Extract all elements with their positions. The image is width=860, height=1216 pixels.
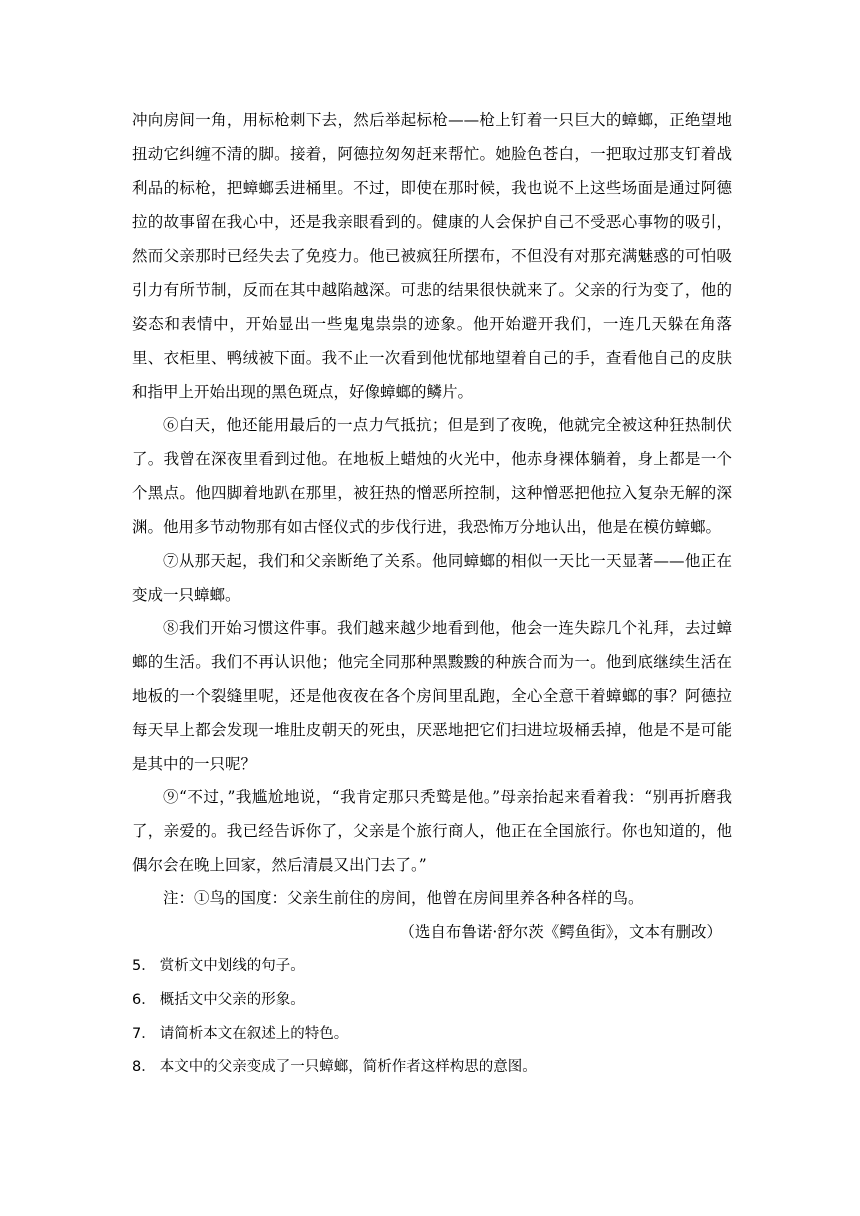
footnote: 注：①鸟的国度：父亲生前住的房间，他曾在房间里养各种各样的鸟。: [163, 889, 644, 907]
passage-paragraph-6: ⑥白天，他还能用最后的一点力气抵抗；但是到了夜晚，他就完全被这种狂热制伏了。我曾在深夜里看到过他。在地板上蜡烛的火光中，他赤身裸体躺着，身上都是一个个黑点。他四脚着地趴在那里，被狂热的憎恶所控制，这种憎恶把他拉入复杂无解的深渊。他用多节动物那有如古怪仪式的步伐行进，我恐怖万分地认出，他是在模仿蟑螂。: [132, 416, 732, 536]
question-text: 赏析文中划线的句子。: [159, 958, 305, 974]
question-text: 请简析本文在叙述上的特色。: [159, 1026, 349, 1042]
question-number: 8．: [132, 1059, 156, 1075]
question-number: 7．: [132, 1026, 156, 1042]
question-text: 本文中的父亲变成了一只蟑螂，简析作者这样构思的意图。: [159, 1059, 537, 1075]
passage-paragraph-8: ⑧我们开始习惯这件事。我们越来越少地看到他，他会一连失踪几个礼拜，去过蟑螂的生活。我们不再认识他；他完全同那种黑黢黢的种族合而为一。他到底继续生活在地板的一个裂缝里呢，还是他夜夜在各个房间里乱跑，全心全意干着蟑螂的事？阿德拉每天早上都会发现一堆肚皮朝天的死虫，厌恶地把它们扫进垃圾桶丢掉，他是不是可能是其中的一只呢？: [132, 619, 732, 773]
source-citation: （选自布鲁诺·舒尔茨《鳄鱼街》，文本有删改）: [399, 923, 722, 941]
question-text: 概括文中父亲的形象。: [159, 992, 305, 1008]
passage-paragraph-continuation: 冲向房间一角，用标枪刺下去，然后举起标枪——枪上钉着一只巨大的蟑螂，正绝望地扭动它纠缠不清的脚。接着，阿德拉匆匆赶来帮忙。她脸色苍白，一把取过那支钉着战利品的标枪，把蟑螂丢进桶里。不过，即使在那时候，我也说不上这些场面是通过阿德拉的故事留在我心中，还是我亲眼看到的。健康的人会保护自己不受恶心事物的吸引，然而父亲那时已经失去了免疫力。他已被疯狂所摆布，不但没有对那充满魅惑的可怕吸引力有所节制，反而在其中越陷越深。可悲的结果很快就来了。父亲的行为变了，他的姿态和表情中，开始显出一些鬼鬼祟祟的迹象。他开始避开我们，一连几天躲在角落里、衣柜里、鸭绒被下面。我不止一次看到他忧郁地望着自己的手，查看他自己的皮肤和指甲上开始出现的黑色斑点，好像蟑螂的鳞片。: [132, 111, 732, 401]
question-number: 5．: [132, 958, 156, 974]
passage-paragraph-7: ⑦从那天起，我们和父亲断绝了关系。他同蟑螂的相似一天比一天显著——他正在变成一只蟑螂。: [132, 552, 732, 604]
question-number: 6．: [132, 992, 156, 1008]
question-7: [132, 1024, 348, 1044]
passage-paragraph-9: ⑨“不过，”我尴尬地说，“我肯定那只秃鹫是他。”母亲抬起来看着我：“别再折磨我了，亲爱的。我已经告诉你了，父亲是个旅行商人，他正在全国旅行。你也知道的，他偶尔会在晚上回家，然后清晨又出门去了。”: [132, 788, 732, 874]
question-8: [132, 1057, 537, 1077]
question-6: [132, 990, 305, 1010]
question-5: [132, 956, 305, 976]
